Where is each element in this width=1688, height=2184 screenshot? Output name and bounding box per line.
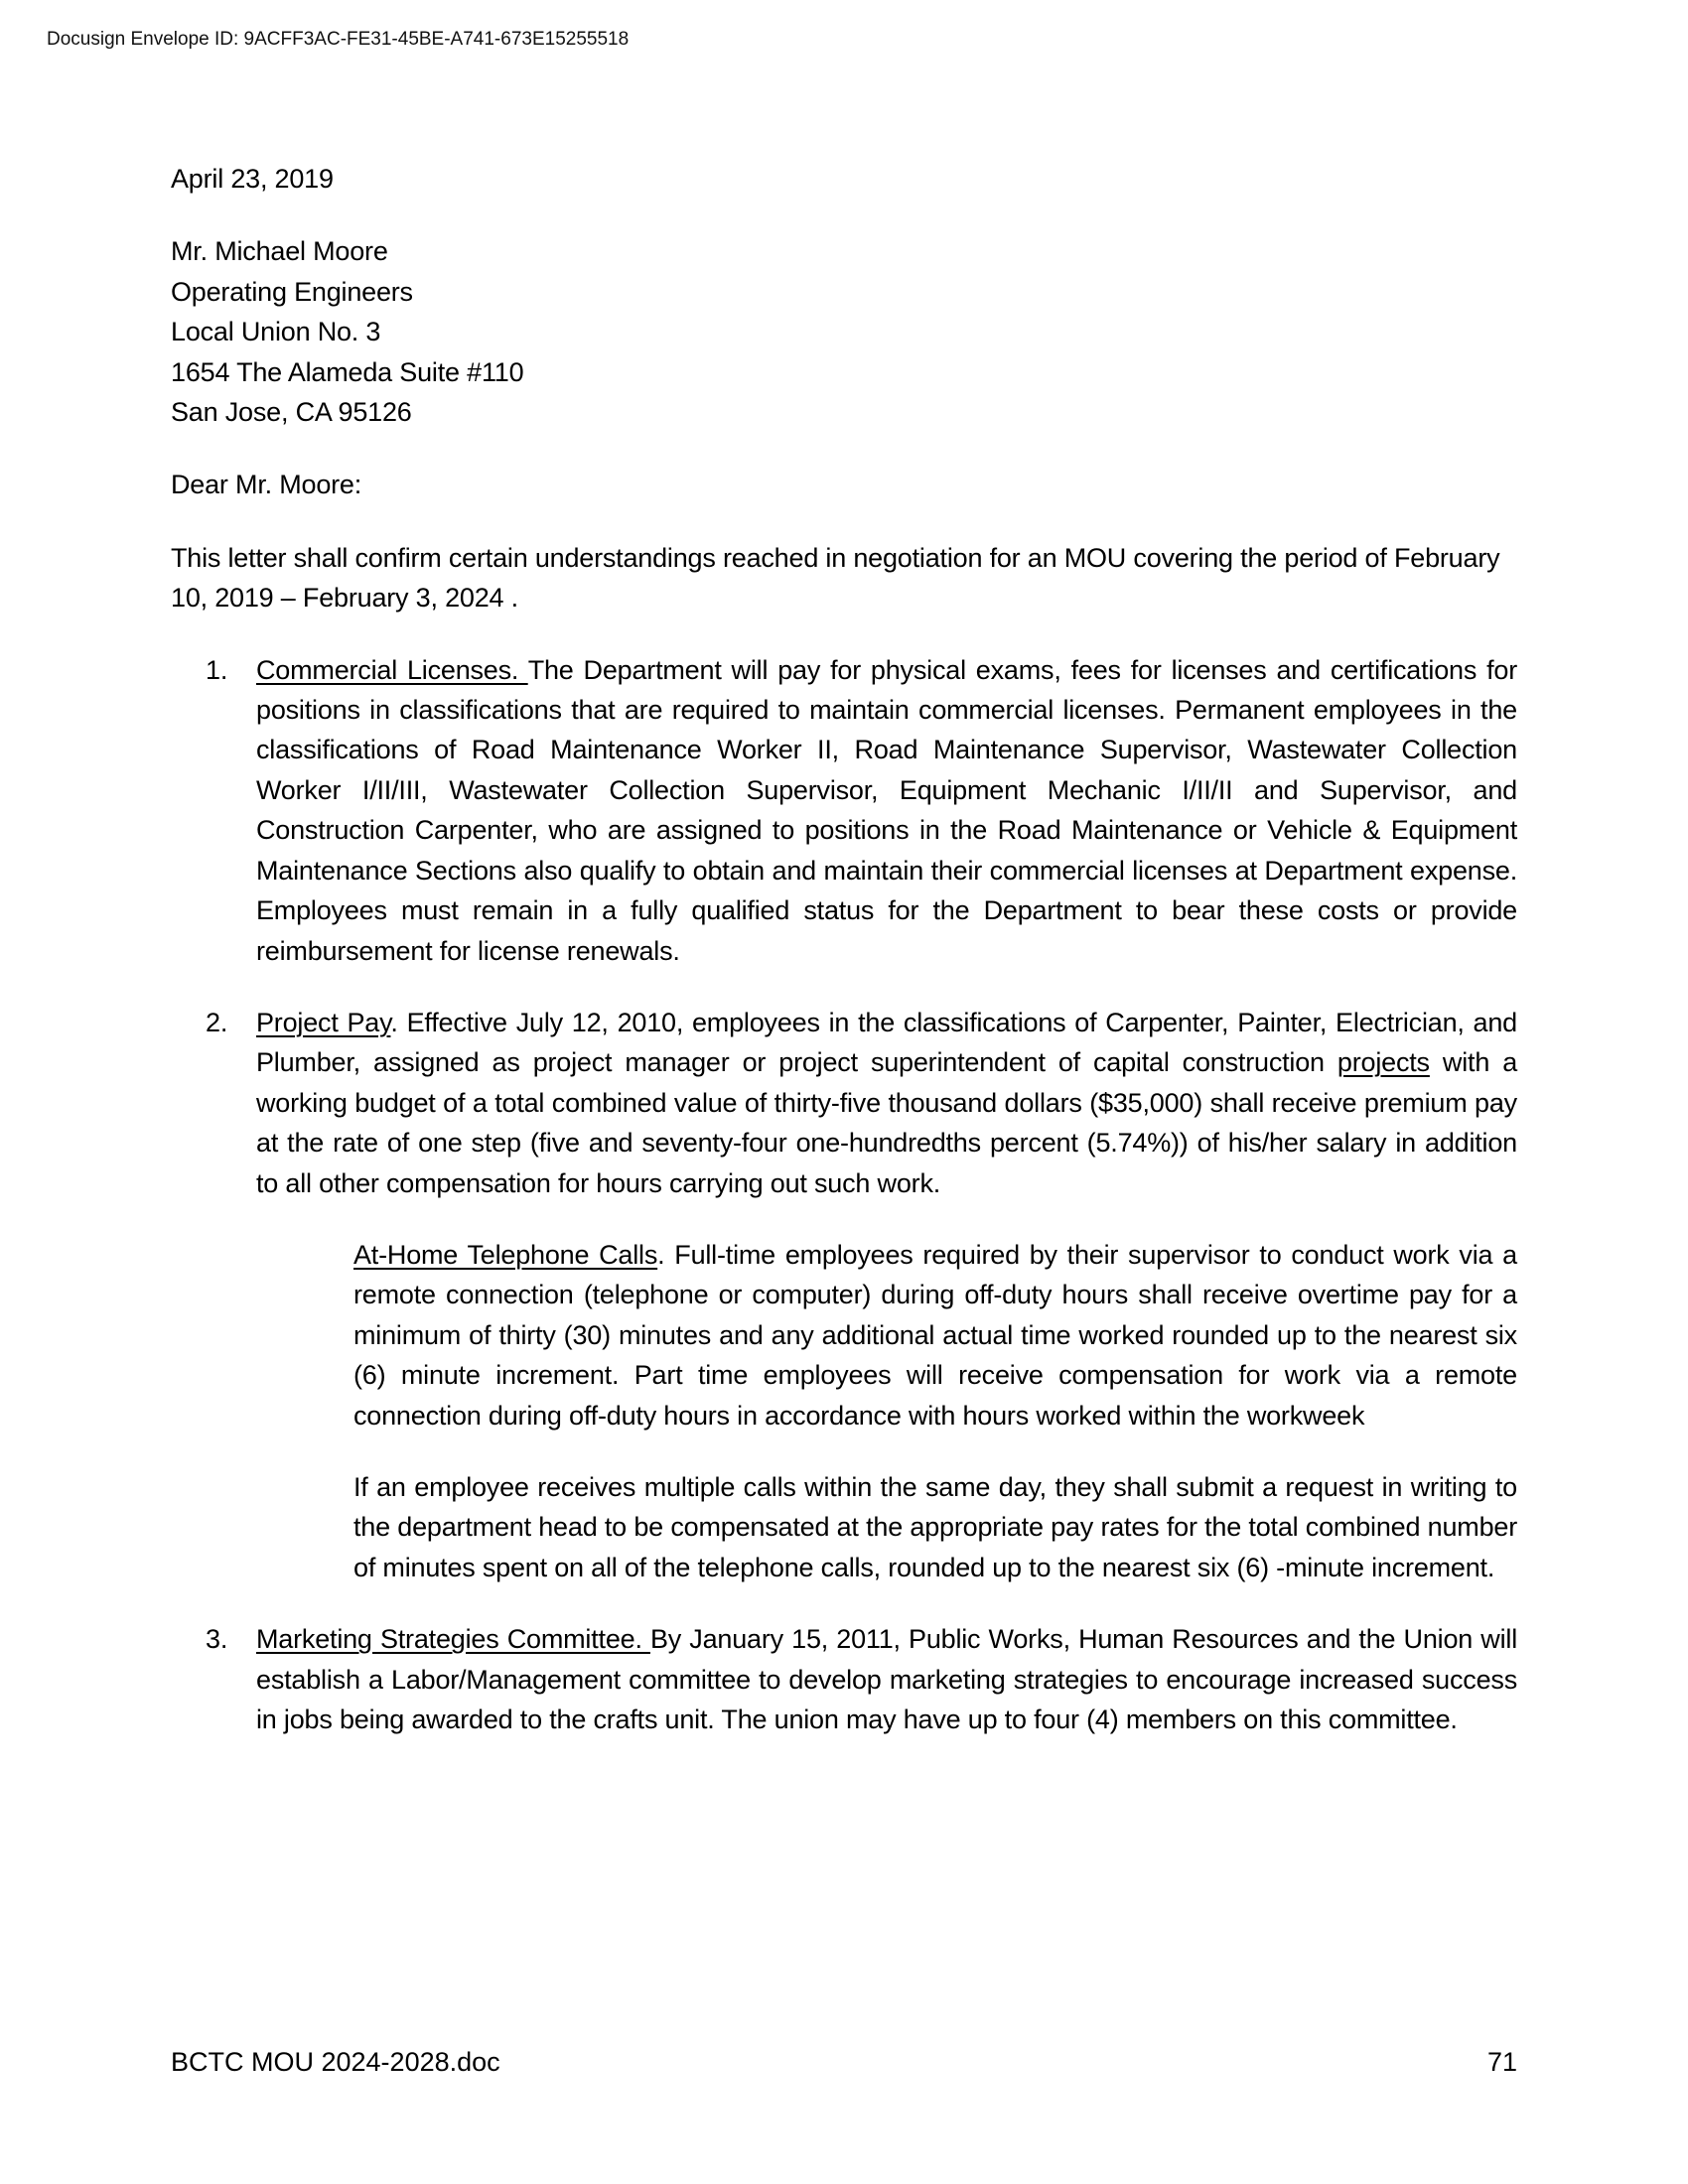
item-heading: Project Pay [256,1007,391,1037]
item-number: 1. [206,654,228,685]
recipient-line: 1654 The Alameda Suite #110 [171,356,524,387]
item-body: By January 15, 2011, Public Works, Human Resources and the Union will establish a Labor/Management committee to develop marketing strategies to encourage increased success in jobs being awarded to the crafts unit. The union may have up to four (4) members on this committee. [256,1624,1517,1734]
item-number: 3. [206,1624,228,1655]
subsection-body: If an employee receives multiple calls within the same day, they shall submit a request in writing to the department head to be compensated at the appropriate pay rates for the total combined number of minutes spent on all of the telephone calls, rounded up to the nearest six (6) -minute increment. [353,1471,1517,1582]
intro-paragraph: This letter shall confirm certain understandings reached in negotiation for an MOU covering the period of February 10, 2019 – February 3, 2024 . [171,542,1500,614]
item-heading: Marketing Strategies Committee. [256,1624,650,1655]
letter-date: April 23, 2019 [171,164,334,194]
subsection-body: . Full-time employees required by their supervisor to conduct work via a remote connection (telephone or computer) during off-duty hours shall receive overtime pay for a minimum of thirty (30) minutes and any additional actual time worked rounded up to the nearest six (6) minute increment. Part time employees will receive compensation for work via a remote connection during off-duty hours in accordance with hours worked within the workweek [353,1239,1517,1431]
item-body: The Department will pay for physical exams, fees for licenses and certifications for positions in classifications that are required to maintain commercial licenses. Permanent employees in the classifications of Road Maintenance Worker II, Road Maintenance Supervisor, Wastewater Collection Worker I/II/III, Wastewater Collection Supervisor, Equipment Mechanic I/II/II and Supervisor, and Construction Carpenter, who are assigned to positions in the Road Maintenance or Vehicle & Equipment Maintenance Sections also qualify to obtain and maintain their commercial licenses at Department expense. Employees must remain in a fully qualified status for the Department to bear these costs or provide reimbursement for license renewals. [256,654,1517,966]
item-body: with a working budget of a total combined value of thirty-five thousand dollars ($35,000) shall receive premium pay at the rate of one step (five and seventy-four one-hundredths percent (5.74%)) of his/her salary in addition to all other compensation for hours carrying out such work. [256,1047,1518,1198]
list-item-project-pay [171,1003,1517,1203]
subsection-at-home-telephone-calls [171,1235,1517,1435]
salutation: Dear Mr. Moore: [171,470,362,500]
subsection-heading: At-Home Telephone Calls [353,1239,658,1270]
recipient-line: San Jose, CA 95126 [171,397,412,428]
recipient-line: Operating Engineers [171,276,413,307]
item-body: . Effective July 12, 2010, employees in the classifications of Carpenter, Painter, Electrician, and Plumber, assigned as project manager or project superintendent of capital construction [256,1007,1517,1078]
underlined-word: projects [1336,1047,1430,1078]
subsection-multiple-calls [171,1467,1517,1587]
recipient-address [171,231,1517,432]
item-heading: Commercial Licenses. [256,654,528,685]
docusign-envelope-id: Docusign Envelope ID: 9ACFF3AC-FE31-45BE-A741-673E15255518 [47,29,630,50]
page-footer [171,2047,1517,2078]
letter-body [171,159,1517,1739]
page-number: 71 [1486,2047,1517,2077]
recipient-line: Local Union No. 3 [171,317,381,347]
footer-filename: BCTC MOU 2024-2028.doc [171,2047,500,2077]
list-item-marketing-strategies [171,1619,1517,1739]
list-item-commercial-licenses [171,650,1517,971]
item-number: 2. [206,1007,228,1037]
recipient-line: Mr. Michael Moore [171,236,388,267]
